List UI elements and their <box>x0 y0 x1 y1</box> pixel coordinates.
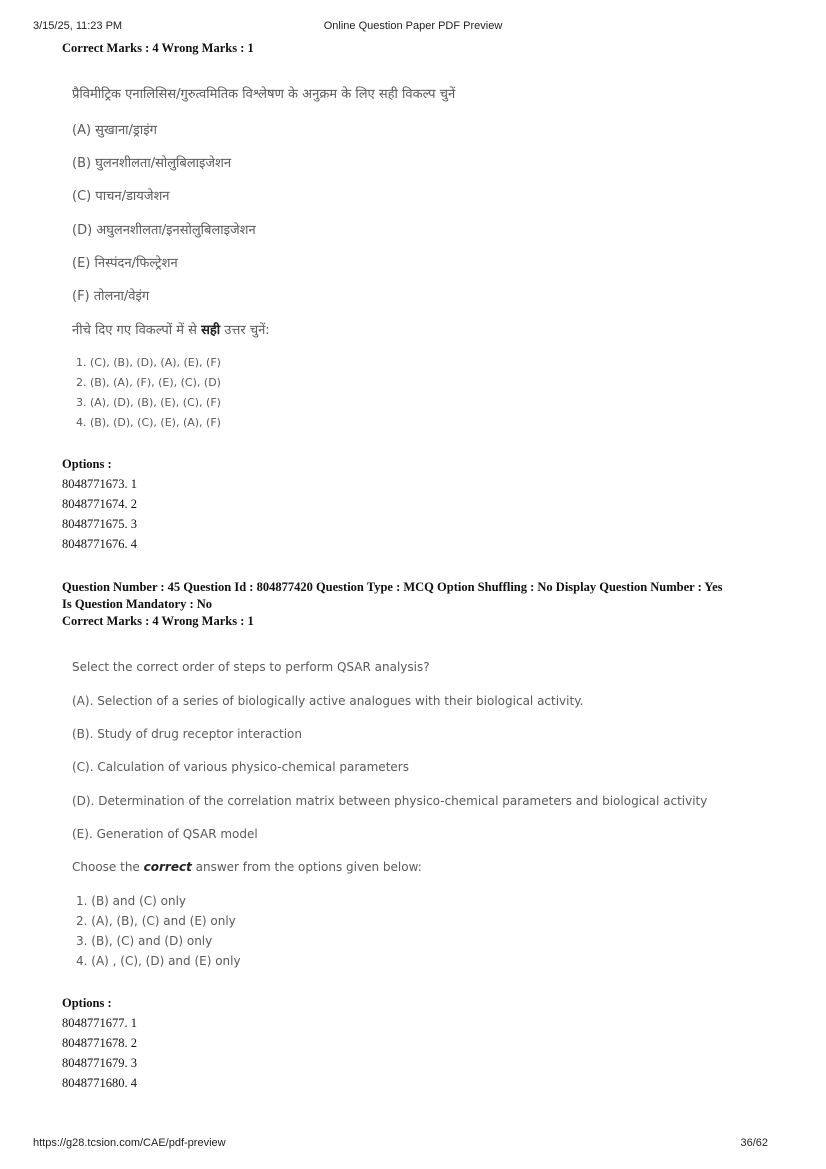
q44-item-a: (A) सुखाना/ड्राइंग <box>72 123 157 138</box>
q44-options-label: Options : <box>62 457 112 471</box>
q44-stem: प्रैविमीट्रिक एनालिसिस/गुरुत्वमितिक विश्लेषण के अनुक्रम के लिए सही विकल्प चुनें <box>72 87 456 102</box>
q45-choice-4: 4. (A) , (C), (D) and (E) only <box>76 954 241 968</box>
q44-choice-3: 3. (A), (D), (B), (E), (C), (F) <box>76 396 221 409</box>
q45-option-3: 8048771679. 3 <box>62 1056 137 1070</box>
q45-item-d: (D). Determination of the correlation matrix between physico-chemical parameters and biological activity <box>72 794 708 808</box>
q45-instruction <box>72 860 422 874</box>
q45-choice-3: 3. (B), (C) and (D) only <box>76 934 213 948</box>
q45-choice-2: 2. (A), (B), (C) and (E) only <box>76 914 236 928</box>
q44-option-3: 8048771675. 3 <box>62 517 137 531</box>
q45-instruction-pre: Choose the <box>72 860 144 874</box>
q44-choice-2: 2. (B), (A), (F), (E), (C), (D) <box>76 376 221 389</box>
q45-meta <box>62 579 723 630</box>
q44-item-d: (D) अघुलनशीलता/इनसोलुबिलाइजेशन <box>72 223 256 238</box>
q45-options-label: Options : <box>62 996 112 1010</box>
q45-meta-line2: Is Question Mandatory : No <box>62 597 213 611</box>
q44-instruction-pre: नीचे दिए गए विकल्पों में से <box>72 323 202 338</box>
print-title: Online Question Paper PDF Preview <box>323 20 503 32</box>
q45-instruction-bold: correct <box>143 860 192 874</box>
q44-option-2: 8048771674. 2 <box>62 497 137 511</box>
q44-item-b: (B) घुलनशीलता/सोलुबिलाइजेशन <box>72 156 232 171</box>
q45-item-a: (A). Selection of a series of biologically active analogues with their biological activity. <box>72 694 584 708</box>
q45-item-e: (E). Generation of QSAR model <box>72 827 258 841</box>
q45-item-c: (C). Calculation of various physico-chemical parameters <box>72 760 409 774</box>
q45-options-list <box>62 1013 137 1093</box>
q44-options-list <box>62 474 137 554</box>
q45-marks: Correct Marks : 4 Wrong Marks : 1 <box>62 614 254 628</box>
q44-choice-4: 4. (B), (D), (C), (E), (A), (F) <box>76 416 221 429</box>
q44-item-e: (E) निस्पंदन/फिल्ट्रेशन <box>72 256 178 271</box>
q45-meta-line1: Question Number : 45 Question Id : 804877420 Question Type : MCQ Option Shuffling : No Display Question Number : Yes <box>62 580 723 594</box>
q44-item-c: (C) पाचन/डायजेशन <box>72 189 170 204</box>
q44-instruction-post: उत्तर चुनें: <box>220 323 270 338</box>
print-datetime: 3/15/25, 11:23 PM <box>33 20 123 32</box>
q45-option-1: 8048771677. 1 <box>62 1016 137 1030</box>
q45-option-2: 8048771678. 2 <box>62 1036 137 1050</box>
print-url: https://g28.tcsion.com/CAE/pdf-preview <box>33 1137 226 1149</box>
q44-item-f: (F) तोलना/वेइंग <box>72 289 150 304</box>
q44-marks: Correct Marks : 4 Wrong Marks : 1 <box>62 41 254 55</box>
q44-instruction-bold: सही <box>201 323 221 338</box>
q45-item-b: (B). Study of drug receptor interaction <box>72 727 302 741</box>
q45-choice-1: 1. (B) and (C) only <box>76 894 187 908</box>
q45-stem: Select the correct order of steps to perform QSAR analysis? <box>72 660 430 674</box>
q45-option-4: 8048771680. 4 <box>62 1076 137 1090</box>
q44-choice-1: 1. (C), (B), (D), (A), (E), (F) <box>76 356 221 369</box>
q44-instruction <box>72 320 270 338</box>
q44-option-1: 8048771673. 1 <box>62 477 137 491</box>
page-number: 36/62 <box>740 1137 768 1149</box>
q44-option-4: 8048771676. 4 <box>62 537 137 551</box>
q45-instruction-post: answer from the options given below: <box>191 860 422 874</box>
